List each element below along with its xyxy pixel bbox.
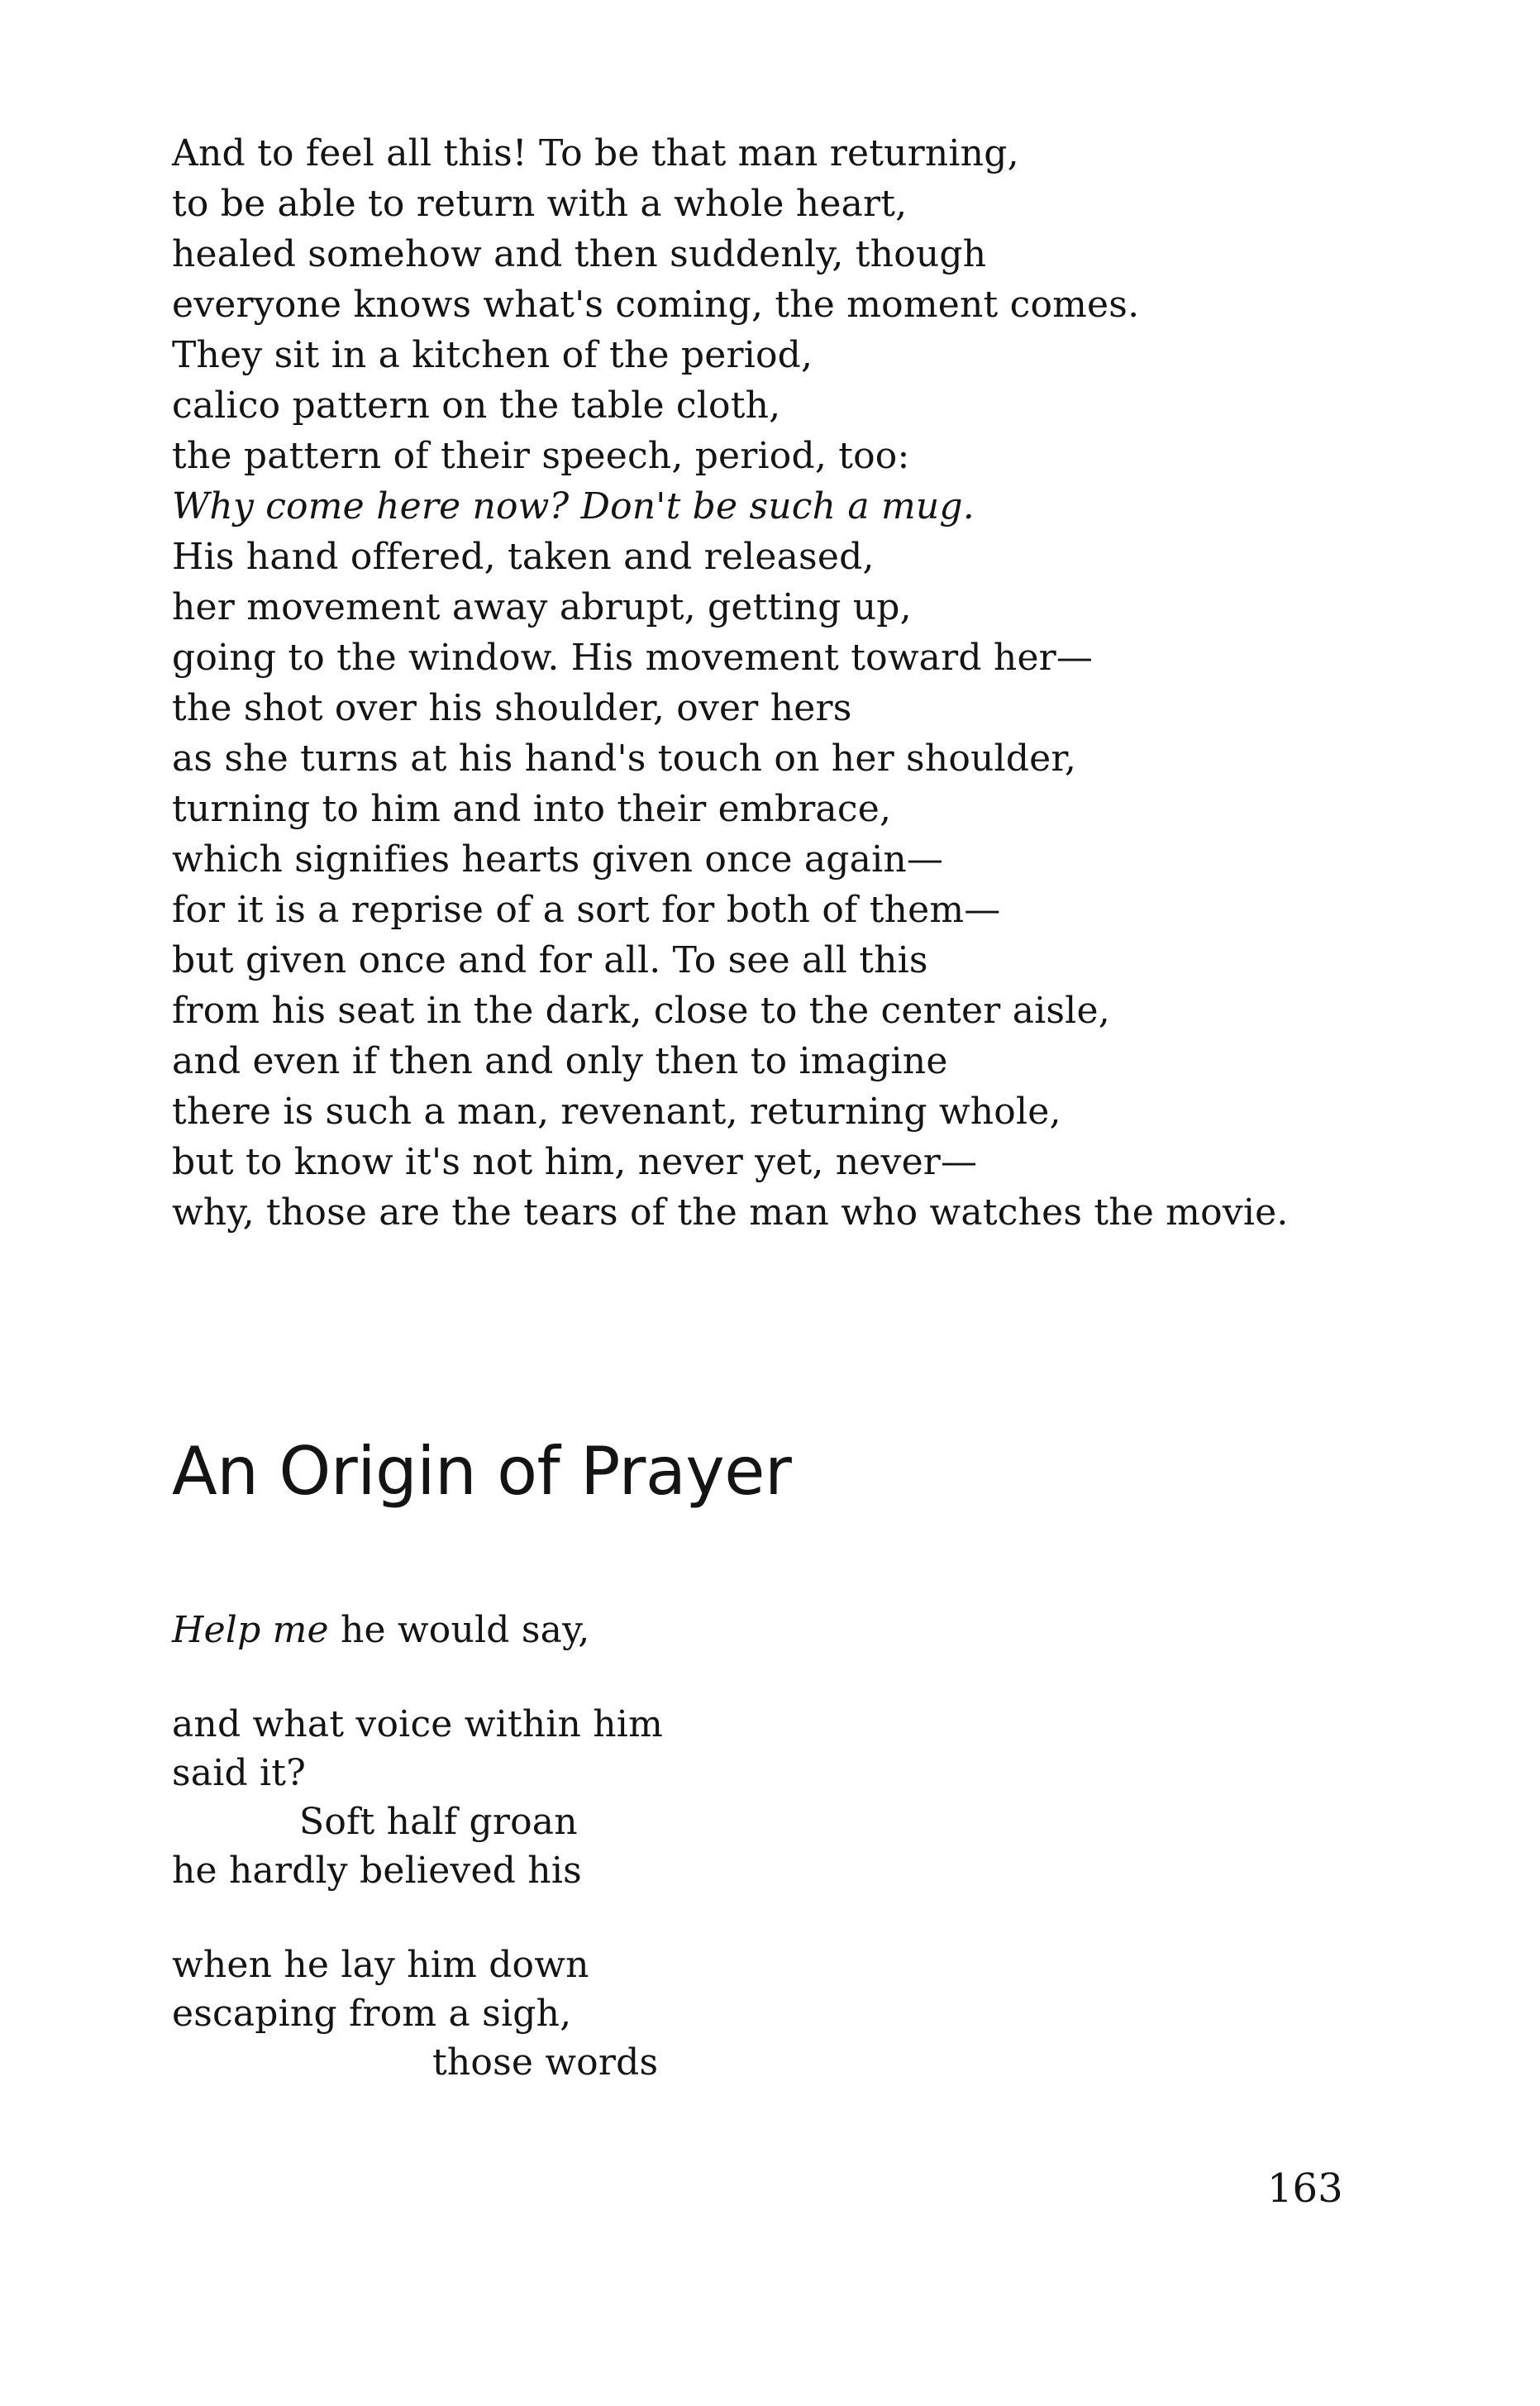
- poem-line: said it?: [172, 1752, 306, 1794]
- poem-line: when he lay him down: [172, 1944, 589, 1986]
- poem-line-indented: those words: [432, 2041, 659, 2084]
- poem-line: which signifies hearts given once again—: [172, 838, 944, 881]
- page-number: 163: [1267, 2165, 1343, 2212]
- poem-line: escaping from a sigh,: [172, 1993, 572, 2035]
- poem-line: They sit in a kitchen of the period,: [172, 334, 813, 376]
- poem-line: the pattern of their speech, period, too:: [172, 435, 910, 477]
- poem-line: His hand offered, taken and released,: [172, 536, 875, 578]
- poem-line: her movement away abrupt, getting up,: [172, 586, 912, 628]
- poem-line: everyone knows what's coming, the moment comes.: [172, 284, 1140, 326]
- poem-line: but to know it's not him, never yet, never—: [172, 1141, 978, 1183]
- poem-line-italic: [172, 484, 975, 530]
- poem-line: he hardly believed his: [172, 1850, 582, 1892]
- poem-line: why, those are the tears of the man who watches the movie.: [172, 1191, 1289, 1234]
- poem-line: from his seat in the dark, close to the center aisle,: [172, 990, 1110, 1032]
- poem-line: there is such a man, revenant, returning whole,: [172, 1091, 1061, 1133]
- poem-line: and what voice within him: [172, 1703, 663, 1745]
- poem-line: turning to him and into their embrace,: [172, 788, 892, 830]
- poem-line: but given once and for all. To see all this: [172, 939, 928, 981]
- italic-phrase: Help me: [172, 1609, 329, 1651]
- poem-line: to be able to return with a whole heart,: [172, 183, 908, 225]
- poem-line-first: [172, 1607, 589, 1654]
- poem-line: healed somehow and then suddenly, though: [172, 233, 987, 275]
- poem-line: the shot over his shoulder, over hers: [172, 687, 852, 729]
- italic-dialogue: Why come here now? Don't be such a mug.: [172, 485, 975, 528]
- poem-line: for it is a reprise of a sort for both of them—: [172, 889, 1001, 931]
- poem-line: going to the window. His movement toward her—: [172, 637, 1094, 679]
- poem-title: An Origin of Prayer: [172, 1433, 792, 1510]
- poem-line: and even if then and only then to imagine: [172, 1040, 948, 1082]
- poem-line-indented: Soft half groan: [299, 1801, 578, 1843]
- poem-line: And to feel all this! To be that man returning,: [172, 132, 1019, 174]
- line-remainder: he would say,: [328, 1609, 590, 1651]
- poem-line: as she turns at his hand's touch on her shoulder,: [172, 738, 1077, 780]
- poem-line: calico pattern on the table cloth,: [172, 384, 781, 427]
